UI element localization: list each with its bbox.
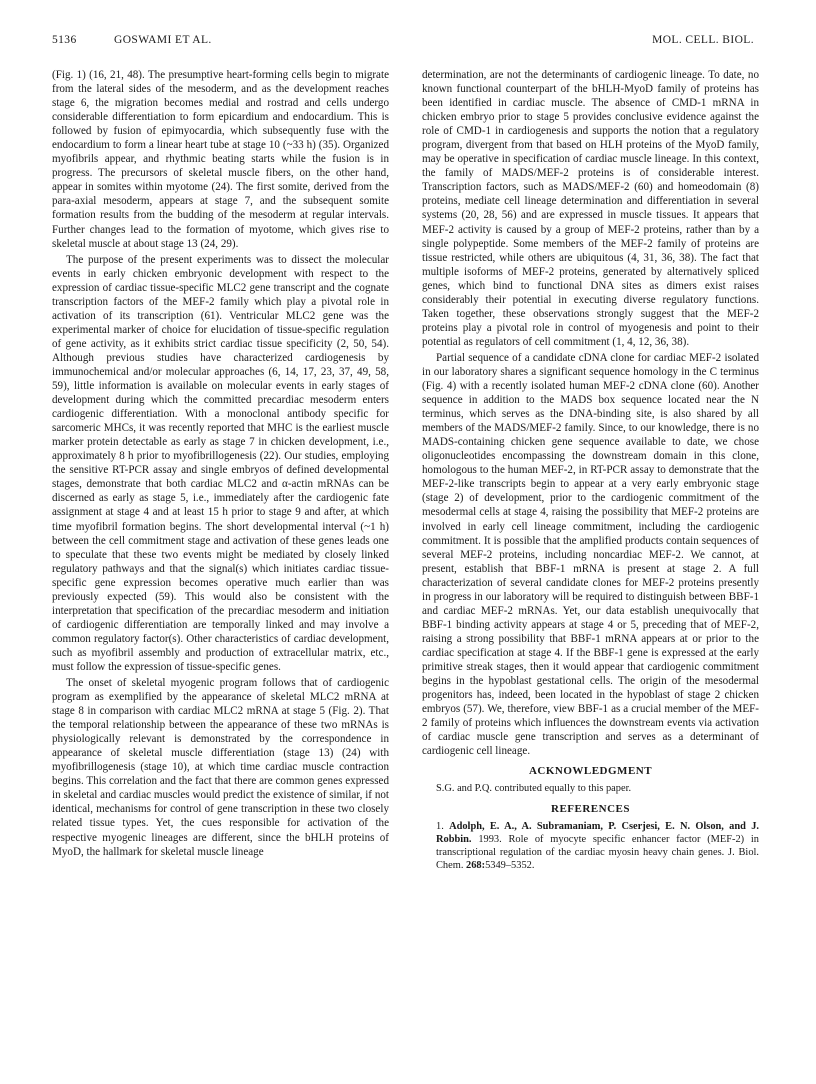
journal-name: MOL. CELL. BIOL. xyxy=(652,34,754,46)
paragraph: Partial sequence of a candidate cDNA clone for cardiac MEF-2 isolated in our laboratory shares a significant sequence homology in the C terminus (Fig. 4) with a recently isolated human MEF-2 cDNA clone (60). Another sequence in addition to the MADS box sequence located near the N terminus, which serves as the DNA-binding site, is also shared by all members of the MADS/MEF-2 family. Since, to our knowledge, there is no MADS-containing chicken gene sequence available to date, we chose oligonucleotides encompassing the downstream domain in this clone, homologous to the human MEF-2, in RT-PCR assay to demonstrate that the MEF-2-like transcripts begin to appear at a very early embryonic stage (stage 2) of development, prior to the cardiogenic commitment of the mesodermal cells at stage 4, raising the possibility that MEF-2 proteins are involved in early cell lineage commitment, including the cardiogenic commitment. It is possible that the amplified products contain sequences of several MEF-2 proteins, including noncardiac MEF-2. We cannot, at present, establish that BBF-1 mRNA is present at stage 2. A full characterization of several candidate clones for MEF-2 proteins presently in progress in our laboratory will be required to distinguish between BBF-1 and cardiac MEF-2 mRNAs. Yet, our data establish unequivocally that BBF-1 binding activity appears at stage 4 or 5, preceding that of MEF-2, raising a strong possibility that BBF-1 mRNA appears at or prior to the cardiac specification at stage 4. If the BBF-1 gene is expressed at the early primitive streak stages, then it would appear that cardiogenic commitment begins in the hypoblast gestational cells. The origin of the mesodermal progenitors has, indeed, been located in the hypoblast of stage 2 chicken embryos (57). We, therefore, view BBF-1 as a crucial member of the MEF-2 family of proteins which influences the downstream events via activation of cardiac muscle gene transcription and serves as a determinant of cardiogenic cell lineage. xyxy=(422,351,759,758)
reference-item xyxy=(422,820,759,873)
paragraph: The purpose of the present experiments was to dissect the molecular events in early chicken embryonic development with respect to the expression of cardiac tissue-specific MLC2 gene transcript and the cognate transcription factors of the MEF-2 family which play a pivotal role in activation of its transcription (61). Ventricular MLC2 gene was the experimental marker of choice for elucidation of tissue-specific regulation of gene activity, as it exhibits strict cardiac tissue specificity (2, 50, 54). Although previous studies have characterized cardiogenesis by immunochemical and/or molecular approaches (6, 14, 17, 23, 37, 49, 58, 59), little information is available on molecular events in early stages of development during which the committed precardiac mesoderm enters cardiogenic differentiation. With a monoclonal antibody specific for sarcomeric MHCs, it was recently reported that MHC is the earliest muscle marker protein detectable as early as stage 7 in chicken development, i.e., approximately 8 h prior to myofibrillogenesis (22). Our studies, employing the sensitive RT-PCR assay and single embryos of defined developmental stages, demonstrate that both cardiac MLC2 and α-actin mRNAs can be discerned as early as stage 5, i.e., immediately after the cardiogenic fate assignment at stage 4 and at least 15 h prior to stage 9 and after, at which time myofibril formation begins. The short developmental interval (~1 h) between the cell commitment stage and activation of these genes leads one to speculate that these two events might be mediated by closely linked regulatory pathways and that the signal(s) which initiates cardiac tissue-specific gene expression becomes operative much earlier than was previously expected (59). This would also be consistent with the interpretation that specification of the precardiac mesoderm and initiation of cardiogenic differentiation are temporally linked and may involve a common regulatory factor(s). Other characteristics of cardiac development, such as myofibril assembly and production of extracellular matrix, etc., must follow the expression of tissue-specific genes. xyxy=(52,253,389,673)
page-number: 5136 xyxy=(52,34,77,46)
paragraph: (Fig. 1) (16, 21, 48). The presumptive heart-forming cells begin to migrate from the lateral sides of the mesoderm, and as the development reaches stage 6, the migration becomes medial and rostrad and cells undergo considerable differentiation to form epicardium and endocardium. This is followed by fusion of epimyocardia, which subsequently fuse with the endocardium to form a linear heart tube at stage 10 (~33 h) (35). Organized myofibrils appear, and rhythmic beating starts while the fusion is in progress. The precursors of skeletal muscle fibers, on the other hand, appear in somites within myotome (24). The first somite, derived from the para-axial mesoderm, appears at stage 7, and the subsequent somite formation results from the budding of the mesoderm at regular intervals. Further changes lead to the formation of myotome, which gives rise to skeletal muscle at about stage 13 (24, 29). xyxy=(52,69,389,250)
reference-body: 1993. Role of myocyte specific enhancer factor (MEF-2) in transcriptional regulation of the cardiac myosin heavy chain genes. J. Biol. Chem. xyxy=(436,833,759,872)
reference-authors: Adolph, E. A., A. Subramaniam, P. Cserjesi, E. N. Olson, and J. Robbin. xyxy=(436,820,759,845)
reference-volume: 268: xyxy=(466,860,486,872)
acknowledgment-text: S.G. and P.Q. contributed equally to this paper. xyxy=(436,783,632,795)
right-column xyxy=(422,68,759,872)
acknowledgment-heading: ACKNOWLEDGMENT xyxy=(528,765,653,778)
paragraph: The onset of skeletal myogenic program follows that of cardiogenic program as exemplified by the appearance of skeletal MLC2 mRNA at stage 8 in comparison with cardiac MLC2 mRNA at stage 5 (Fig. 2). That the temporal relationship between the appearance of these two mRNAs is physiologically relevant is demonstrated by the correspondence in appearance of skeletal muscle differentiation (stage 13) (24) with myofibrillogenesis (stage 10), at which time cardiac muscle contraction begins. This correlation and the fact that there are common genes expressed in skeletal and cardiac muscles would predict the existence of similar, if not identical, mechanisms for control of gene transcription in these two closely related tissue types. Yet, the cues responsible for activation of the respective myogenic lineages are different, since the bHLH proteins of MyoD, the hallmark for skeletal muscle lineage xyxy=(52,677,389,858)
reference-number: 1. xyxy=(436,820,444,832)
paragraph: determination, are not the determinants of cardiogenic lineage. To date, no known functional counterpart of the bHLH-MyoD family of proteins has been identified in cardiac muscle. The absence of CMD-1 mRNA in chicken embryo prior to stage 5 provides conclusive evidence against the role of CMD-1 in cardiogenesis and supports the notion that a regulatory program, divergent from that based on HLH proteins of the MyoD family, may be operative in specification of cardiac muscle lineage. In this context, the family of MADS/MEF-2 proteins is of considerable interest. Transcription factors, such as MADS/MEF-2 (60) and homeodomain (8) proteins, mediate cell lineage determination and differentiation in several systems (20, 28, 56) and are expressed in muscle tissues. It appears that MEF-2 activity is caused by a group of MEF-2 proteins, rather than by a single polypeptide. Some members of the MEF-2 family of proteins are tissue restricted, while others are ubiquitous (4, 31, 36, 38). The fact that multiple isoforms of MEF-2 proteins, generated by alternatively spliced genes, which bind to functional DNA sites as dimers exist raises considerably their potential in executing diverse regulatory functions. Taken together, these observations strongly suggest that the MEF-2 proteins play a pivotal role in control of myogenesis and point to their potential as regulators of cell commitment (1, 4, 12, 36, 38). xyxy=(422,69,759,348)
references-heading: REFERENCES xyxy=(551,802,630,815)
reference-pages: 5349–5352. xyxy=(485,860,535,872)
left-column xyxy=(52,68,389,859)
running-authors: GOSWAMI ET AL. xyxy=(114,34,212,46)
